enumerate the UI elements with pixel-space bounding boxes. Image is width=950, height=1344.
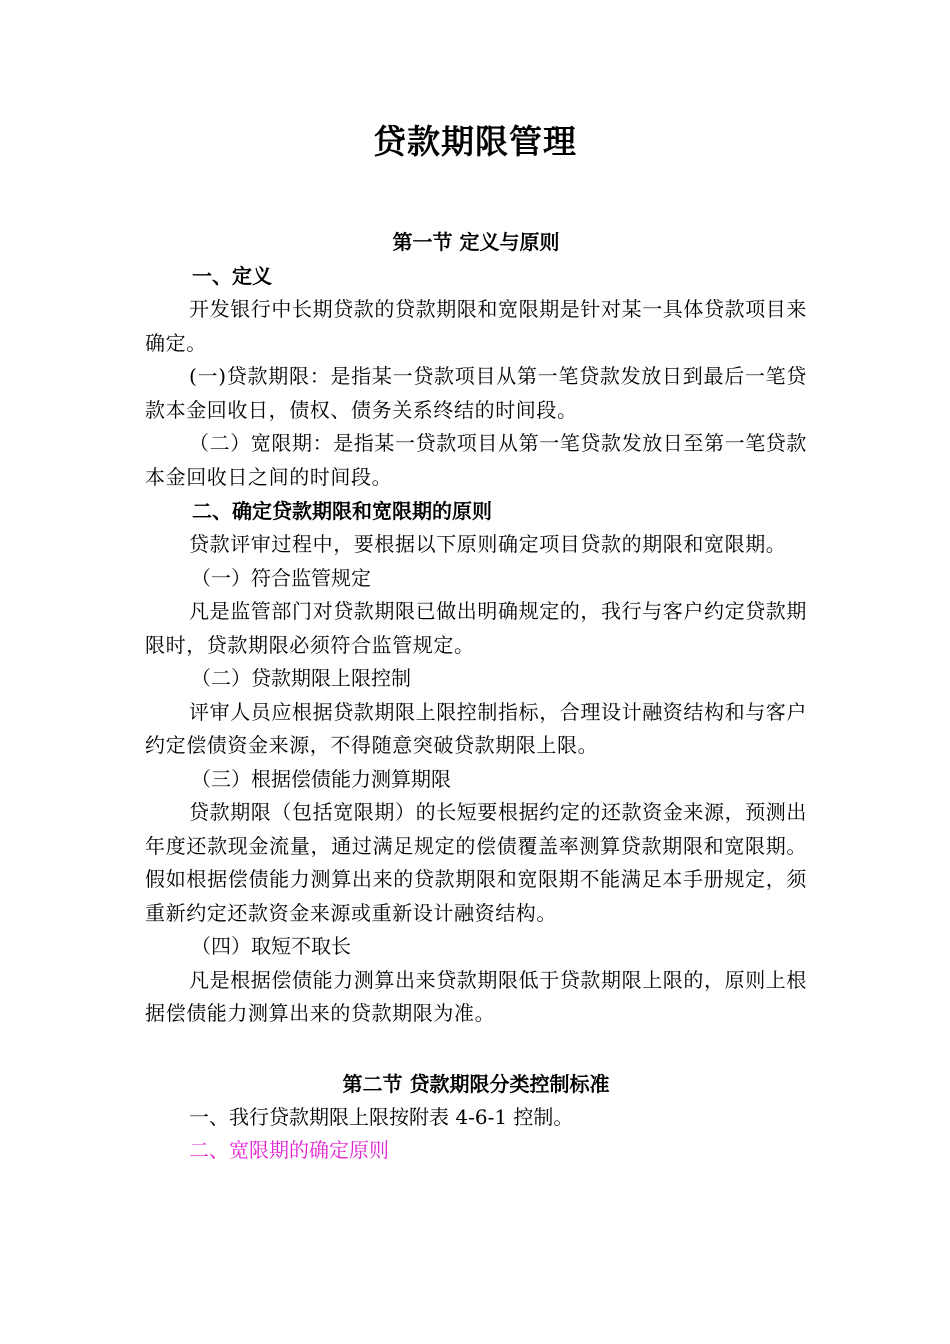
section-2-heading: 第二节 贷款期限分类控制标准 — [342, 1071, 610, 1096]
section-2-item-2: 二、宽限期的确定原则 — [189, 1138, 389, 1162]
principles-heading: 二、确定贷款期限和宽限期的原则 — [192, 499, 492, 523]
section-spacer — [145, 1031, 807, 1067]
principle-3-title: （三）根据偿债能力测算期限 — [191, 766, 451, 791]
principle-2-title: （二）贷款期限上限控制 — [191, 666, 411, 690]
document-body — [145, 225, 807, 1168]
principle-4-text: 凡是根据偿债能力测算出来贷款期限低于贷款期限上限的，原则上根据偿债能力测算出来的贷款期限为准。 — [145, 967, 807, 1025]
principles-intro: 贷款评审过程中，要根据以下原则确定项目贷款的期限和宽限期。 — [189, 532, 787, 556]
definition-paragraph: 开发银行中长期贷款的贷款期限和宽限期是针对某一具体贷款项目来确定。 — [145, 297, 807, 355]
loan-term-definition: (一)贷款期限：是指某一贷款项目从第一笔贷款发放日到最后一笔贷款本金回收日，债权、债务关系终结的时间段。 — [145, 364, 807, 422]
document-title: 贷款期限管理 — [373, 122, 577, 161]
section-1-heading: 第一节 定义与原则 — [392, 230, 560, 254]
principle-1-text: 凡是监管部门对贷款期限已做出明确规定的，我行与客户约定贷款期限时，贷款期限必须符合监管规定。 — [145, 599, 807, 657]
definition-heading: 一、定义 — [192, 264, 272, 288]
principle-2-text: 评审人员应根据贷款期限上限控制指标，合理设计融资结构和与客户约定偿债资金来源，不得随意突破贷款期限上限。 — [145, 699, 807, 757]
principle-3-text: 贷款期限（包括宽限期）的长短要根据约定的还款资金来源，预测出年度还款现金流量，通过满足规定的偿债覆盖率测算贷款期限和宽限期。假如根据偿债能力测算出来的贷款期限和宽限期不能满足本手册规定，须重新约定还款资金来源或重新设计融资结构。 — [145, 800, 807, 925]
section-2-item-1: 一、我行贷款期限上限按附表 4-6-1 控制。 — [189, 1104, 574, 1129]
principle-1-title: （一）符合监管规定 — [191, 565, 371, 590]
principle-4-title: （四）取短不取长 — [191, 934, 351, 958]
grace-period-definition: （二）宽限期：是指某一贷款项目从第一笔贷款发放日至第一笔贷款本金回收日之间的时间段。 — [145, 431, 807, 489]
